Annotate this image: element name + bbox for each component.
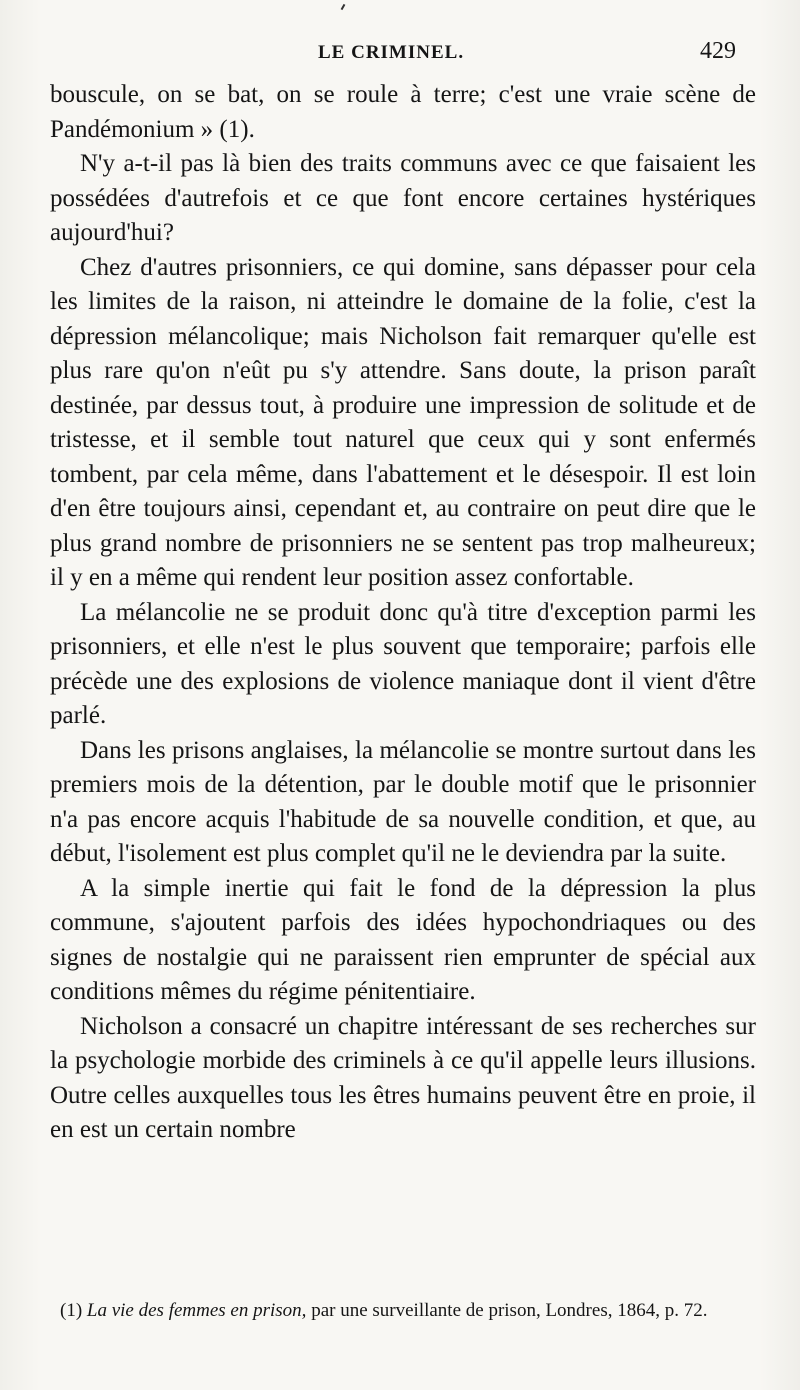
print-mark xyxy=(341,4,346,10)
running-title: LE CRIMINEL. xyxy=(318,42,465,63)
paragraph: bouscule, on se bat, on se roule à terre; c'est une vraie scène de Pandémonium » (1). xyxy=(50,81,756,143)
body-text xyxy=(50,78,756,1148)
page-number: 429 xyxy=(700,38,736,64)
paragraph: Nicholson a consacré un chapitre intéressant de ses recherches sur la psychologie morbide des criminels à ce qu'il appelle leurs illusions. Outre celles auxquelles tous les êtres humains peuvent être en proie, il en est un certain nombre xyxy=(50,1012,756,1143)
footnote-text: par une surveillante de prison, Londres, 1864, p. 72. xyxy=(311,1300,708,1321)
paragraph: A la simple inertie qui fait le fond de la dépression la plus commune, s'ajoutent parfois des idées hypochondriaques ou des signes de nostalgie qui ne paraissent rien emprunter de spécial aux conditions mêmes du régime pénitentiaire. xyxy=(50,874,756,1005)
paragraph: Dans les prisons anglaises, la mélancolie se montre surtout dans les premiers mois de la détention, par le double motif que le prisonnier n'a pas encore acquis l'habitude de sa nouvelle condition, et que, au début, l'isolement est plus complet qu'il ne le deviendra par la suite. xyxy=(50,736,756,867)
page-header xyxy=(0,38,800,72)
paragraph: N'y a-t-il pas là bien des traits communs avec ce que faisaient les possédées d'autrefois et ce que font encore certaines hystériques aujourd'hui? xyxy=(50,150,756,246)
footnote-title: La vie des femmes en prison, xyxy=(86,1300,307,1321)
footnote-marker: (1) xyxy=(60,1300,83,1321)
footnote xyxy=(60,1298,760,1324)
paragraph: La mélancolie ne se produit donc qu'à titre d'exception parmi les prisonniers, et elle n'est le plus souvent que temporaire; parfois elle précède une des explosions de violence maniaque dont il vient d'être parlé. xyxy=(50,598,756,729)
paragraph: Chez d'autres prisonniers, ce qui domine, sans dépasser pour cela les limites de la raison, ni atteindre le domaine de la folie, c'est la dépression mélancolique; mais Nicholson fait remarquer qu'elle est plus rare qu'on n'eût pu s'y attendre. Sans doute, la prison paraît destinée, par dessus tout, à produire une impression de solitude et de tristesse, et il semble tout naturel que ceux qui y sont enfermés tombent, par cela même, dans l'abattement et le désespoir. Il est loin d'en être toujours ainsi, cependant et, au contraire on peut dire que le plus grand nombre de prisonniers ne se sentent pas trop malheureux; il y en a même qui rendent leur position assez confortable. xyxy=(50,253,756,591)
